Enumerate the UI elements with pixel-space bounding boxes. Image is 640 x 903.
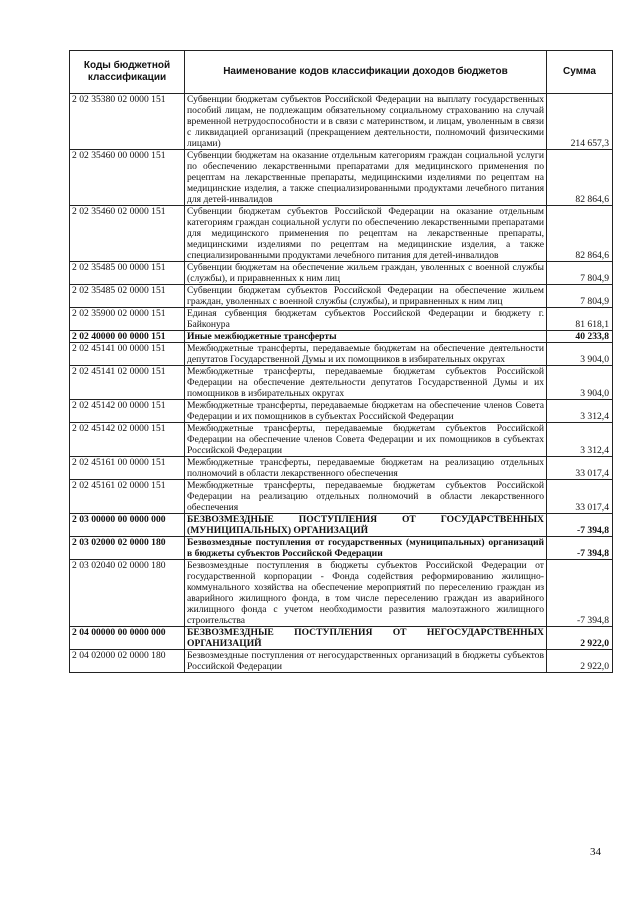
code-cell: 2 02 35460 00 0000 151 <box>70 150 185 206</box>
sum-cell: 7 804,9 <box>547 262 613 285</box>
table-row <box>70 480 613 514</box>
code-cell: 2 02 45142 00 0000 151 <box>70 400 185 423</box>
name-cell: Субвенции бюджетам на оказание отдельным категориям граждан социальной услуги по обеспечению лекарственными препаратами для медицинского применения по рецептам на лекарственные препараты, медицинскими изделиями по рецептам на медицинские изделия, а также специализированными продуктами лечебного питания для детей-инвалидов <box>185 150 547 206</box>
code-cell: 2 04 00000 00 0000 000 <box>70 627 185 650</box>
name-cell: Безвозмездные поступления от негосударственных организаций в бюджеты субъектов Российской Федерации <box>185 650 547 673</box>
sum-cell: 33 017,4 <box>547 457 613 480</box>
table-row <box>70 627 613 650</box>
table-row <box>70 206 613 262</box>
table-row <box>70 150 613 206</box>
name-cell: Межбюджетные трансферты, передаваемые бюджетам субъектов Российской Федерации на реализацию отдельных полномочий в области лекарственного обеспечения <box>185 480 547 514</box>
sum-cell: 3 904,0 <box>547 366 613 400</box>
sum-cell: 82 864,6 <box>547 150 613 206</box>
code-cell: 2 02 45142 02 0000 151 <box>70 423 185 457</box>
table-row <box>70 537 613 560</box>
table-row <box>70 308 613 331</box>
table-row <box>70 331 613 343</box>
code-cell: 2 02 40000 00 0000 151 <box>70 331 185 343</box>
budget-revenue-table <box>69 50 613 673</box>
code-cell: 2 02 35485 02 0000 151 <box>70 285 185 308</box>
sum-cell: 40 233,8 <box>547 331 613 343</box>
name-cell: БЕЗВОЗМЕЗДНЫЕ ПОСТУПЛЕНИЯ ОТ НЕГОСУДАРСТВЕННЫХ ОРГАНИЗАЦИЙ <box>185 627 547 650</box>
code-cell: 2 03 00000 00 0000 000 <box>70 514 185 537</box>
name-cell: Безвозмездные поступления от государственных (муниципальных) организаций в бюджеты субъектов Российской Федерации <box>185 537 547 560</box>
sum-cell: 2 922,0 <box>547 627 613 650</box>
table-row <box>70 457 613 480</box>
code-cell: 2 02 35460 02 0000 151 <box>70 206 185 262</box>
code-cell: 2 02 35485 00 0000 151 <box>70 262 185 285</box>
header-sum: Сумма <box>547 51 613 94</box>
name-cell: Межбюджетные трансферты, передаваемые бюджетам на обеспечение членов Совета Федерации и их помощников в субъектах Российской Федерации <box>185 400 547 423</box>
table-row <box>70 285 613 308</box>
table-row <box>70 514 613 537</box>
table-row <box>70 423 613 457</box>
name-cell: Межбюджетные трансферты, передаваемые бюджетам субъектов Российской Федерации на обеспечение членов Совета Федерации и их помощников в субъектах Российской Федерации <box>185 423 547 457</box>
name-cell: Межбюджетные трансферты, передаваемые бюджетам на обеспечение деятельности депутатов Государственной Думы и их помощников в избирательных округах <box>185 343 547 366</box>
sum-cell: 7 804,9 <box>547 285 613 308</box>
sum-cell: 2 922,0 <box>547 650 613 673</box>
sum-cell: 81 618,1 <box>547 308 613 331</box>
table-row <box>70 560 613 627</box>
table-header-row <box>70 51 613 94</box>
header-code: Коды бюджетной классификации <box>70 51 185 94</box>
code-cell: 2 02 45141 00 0000 151 <box>70 343 185 366</box>
name-cell: Межбюджетные трансферты, передаваемые бюджетам на реализацию отдельных полномочий в области лекарственного обеспечения <box>185 457 547 480</box>
name-cell: Субвенции бюджетам субъектов Российской Федерации на выплату государственных пособий лицам, не подлежащим обязательному социальному страхованию на случай временной нетрудоспособности и в связи с материнством, и лицам, уволенным в связи с ликвидацией организаций (прекращением деятельности, полномочий физическими лицами) <box>185 94 547 150</box>
code-cell: 2 02 45161 02 0000 151 <box>70 480 185 514</box>
name-cell: Межбюджетные трансферты, передаваемые бюджетам субъектов Российской Федерации на обеспечение деятельности депутатов Государственной Думы и их помощников в избирательных округах <box>185 366 547 400</box>
name-cell: Субвенции бюджетам субъектов Российской Федерации на оказание отдельным категориям граждан социальной услуги по обеспечению лекарственными препаратами для медицинского применения по рецептам на лекарственные препараты, медицинскими изделиями по рецептам на медицинские изделия, а также специализированными продуктами лечебного питания для детей-инвалидов <box>185 206 547 262</box>
code-cell: 2 02 45141 02 0000 151 <box>70 366 185 400</box>
name-cell: Иные межбюджетные трансферты <box>185 331 547 343</box>
table-row <box>70 650 613 673</box>
name-cell: Субвенции бюджетам на обеспечение жильем граждан, уволенных с военной службы (службы), и приравненных к ним лиц <box>185 262 547 285</box>
page-number: 34 <box>590 846 601 858</box>
name-cell: Субвенции бюджетам субъектов Российской Федерации на обеспечение жильем граждан, уволенных с военной службы (службы), и приравненных к ним лиц <box>185 285 547 308</box>
sum-cell: 3 312,4 <box>547 400 613 423</box>
code-cell: 2 03 02000 02 0000 180 <box>70 537 185 560</box>
name-cell: БЕЗВОЗМЕЗДНЫЕ ПОСТУПЛЕНИЯ ОТ ГОСУДАРСТВЕННЫХ (МУНИЦИПАЛЬНЫХ) ОРГАНИЗАЦИЙ <box>185 514 547 537</box>
table-row <box>70 400 613 423</box>
code-cell: 2 02 45161 00 0000 151 <box>70 457 185 480</box>
table-row <box>70 366 613 400</box>
table-row <box>70 94 613 150</box>
name-cell: Единая субвенция бюджетам субъектов Российской Федерации и бюджету г. Байконура <box>185 308 547 331</box>
name-cell: Безвозмездные поступления в бюджеты субъектов Российской Федерации от государственной корпорации - Фонда содействия реформированию жилищно-коммунального хозяйства на обеспечение мероприятий по переселению граждан из аварийного жилищного фонда, в том числе переселению граждан из аварийного жилищного фонда с учетом необходимости развития малоэтажного жилищного строительства <box>185 560 547 627</box>
sum-cell: 82 864,6 <box>547 206 613 262</box>
code-cell: 2 02 35380 02 0000 151 <box>70 94 185 150</box>
sum-cell: -7 394,8 <box>547 560 613 627</box>
code-cell: 2 03 02040 02 0000 180 <box>70 560 185 627</box>
header-name: Наименование кодов классификации доходов бюджетов <box>185 51 547 94</box>
sum-cell: -7 394,8 <box>547 514 613 537</box>
sum-cell: 33 017,4 <box>547 480 613 514</box>
sum-cell: 3 904,0 <box>547 343 613 366</box>
sum-cell: -7 394,8 <box>547 537 613 560</box>
sum-cell: 3 312,4 <box>547 423 613 457</box>
table-row <box>70 343 613 366</box>
code-cell: 2 04 02000 02 0000 180 <box>70 650 185 673</box>
sum-cell: 214 657,3 <box>547 94 613 150</box>
table-row <box>70 262 613 285</box>
code-cell: 2 02 35900 02 0000 151 <box>70 308 185 331</box>
